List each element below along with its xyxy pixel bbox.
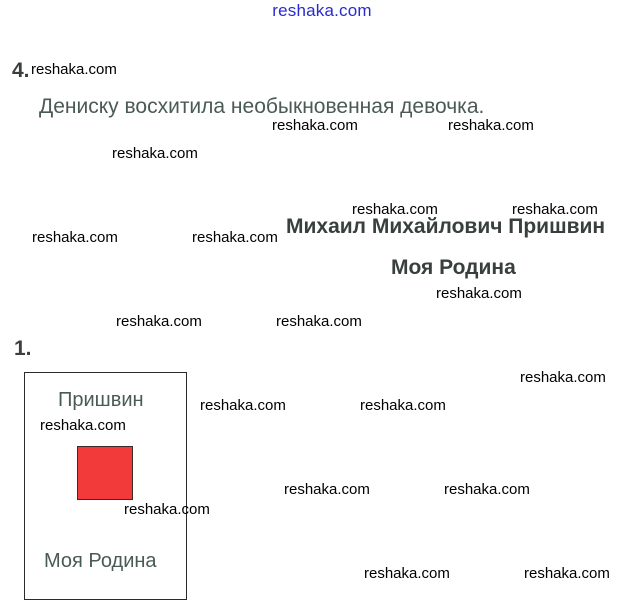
watermark: reshaka.com bbox=[444, 481, 530, 498]
watermark: reshaka.com bbox=[436, 285, 522, 302]
site-header[interactable]: reshaka.com bbox=[272, 1, 372, 20]
watermark: reshaka.com bbox=[40, 417, 126, 434]
watermark: reshaka.com bbox=[32, 229, 118, 246]
cover-red-square bbox=[77, 446, 133, 500]
task-4-answer: Дениску восхитила необыкновенная девочка. bbox=[39, 95, 485, 118]
watermark: reshaka.com bbox=[272, 117, 358, 134]
watermark: reshaka.com bbox=[520, 369, 606, 386]
watermark: reshaka.com bbox=[512, 201, 598, 218]
book-author: Михаил Михайлович Пришвин bbox=[286, 215, 606, 238]
task-4-number: 4. bbox=[12, 59, 30, 82]
watermark: reshaka.com bbox=[524, 565, 610, 582]
watermark: reshaka.com bbox=[276, 313, 362, 330]
watermark: reshaka.com bbox=[200, 397, 286, 414]
watermark: reshaka.com bbox=[284, 481, 370, 498]
watermark: reshaka.com bbox=[192, 229, 278, 246]
watermark: reshaka.com bbox=[360, 397, 446, 414]
book-title: Моя Родина bbox=[391, 256, 516, 279]
watermark: reshaka.com bbox=[364, 565, 450, 582]
cover-title: Моя Родина bbox=[44, 550, 157, 572]
task-1-number: 1. bbox=[14, 337, 32, 360]
watermark: reshaka.com bbox=[116, 313, 202, 330]
watermark: reshaka.com bbox=[352, 201, 438, 218]
watermark: reshaka.com bbox=[448, 117, 534, 134]
watermark: reshaka.com bbox=[31, 61, 117, 78]
watermark: reshaka.com bbox=[112, 145, 198, 162]
watermark: reshaka.com bbox=[124, 501, 210, 518]
cover-author: Пришвин bbox=[58, 389, 144, 411]
